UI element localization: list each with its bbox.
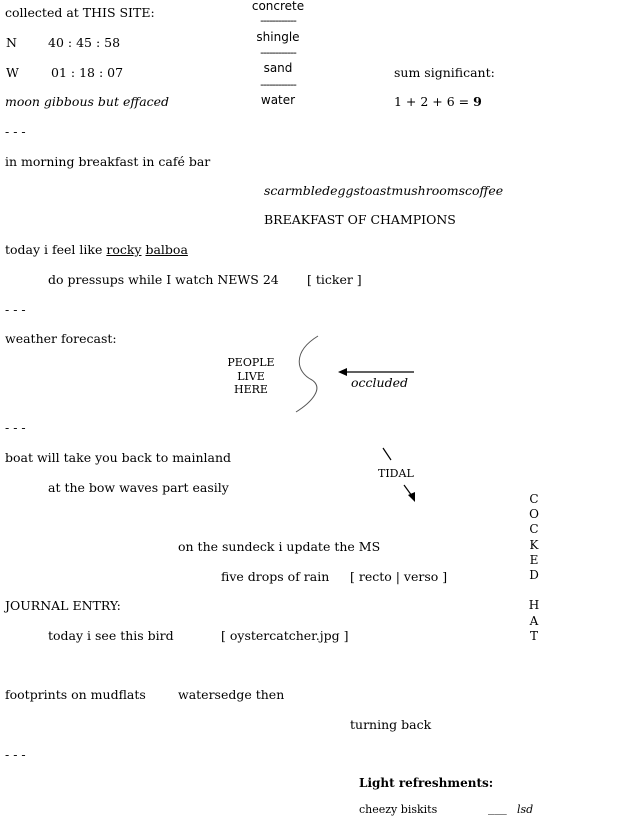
ticker-label: [ ticker ] (307, 272, 362, 287)
price-blank: ___ (488, 800, 507, 815)
surface-sand: sand (263, 61, 293, 75)
recto-verso: [ recto | verso ] (350, 569, 448, 584)
oystercatcher-file: [ oystercatcher.jpg ] (221, 628, 349, 643)
north-value: 40 : 45 : 58 (48, 35, 121, 50)
letter: K (529, 537, 539, 552)
sum-result: 9 (473, 94, 482, 109)
breakfast-menu: scarmbledeggstoastmushroomscoffee (264, 183, 504, 198)
rocky-prefix: today i feel like (5, 242, 107, 257)
pressups-line: do pressups while I watch NEWS 24 (48, 272, 279, 287)
letter: O (529, 507, 539, 522)
weather-front-curve (296, 336, 318, 412)
divider: - - - (5, 747, 26, 762)
people-live-here (224, 356, 278, 397)
bow-line: at the bow waves part easily (48, 480, 229, 495)
divider: - - - (5, 124, 26, 139)
divider: - - - (5, 420, 26, 435)
arrowhead-icon (408, 492, 415, 502)
letter: C (529, 522, 539, 537)
moon-note: moon gibbous but effaced (5, 94, 170, 109)
sum-terms: 1 + 2 + 6 = (394, 94, 474, 109)
tidal-label: TIDAL (378, 467, 414, 480)
arrowhead-icon (338, 368, 347, 376)
watersedge-line: watersedge then (178, 687, 285, 702)
occluded-label: occluded (351, 375, 408, 390)
west-label: W (6, 65, 19, 80)
sum-label: sum significant: (394, 65, 495, 80)
rocky-word: rocky (106, 242, 142, 257)
refreshments-heading: Light refreshments: (359, 776, 494, 790)
tidal-slash (383, 448, 391, 460)
refreshment-item: cheezy biskits (359, 803, 438, 816)
letter: D (529, 567, 539, 582)
cocked-hat-vertical (528, 492, 540, 644)
breakfast-line: in morning breakfast in café bar (5, 154, 211, 169)
rain-line: five drops of rain (221, 569, 330, 584)
bird-line: today i see this bird (48, 628, 174, 643)
surface-concrete: concrete (251, 0, 305, 13)
turning-back: turning back (350, 717, 432, 732)
surface-shingle: shingle (256, 30, 300, 44)
rocky-line (5, 244, 188, 257)
west-value: 01 : 18 : 07 (51, 65, 124, 80)
letter: H (528, 598, 540, 613)
surface-separator: ------------ (260, 46, 296, 59)
live-line: LIVE (237, 369, 265, 383)
north-label: N (6, 35, 17, 50)
footprints-line: footprints on mudflats (5, 687, 146, 702)
site-heading: collected at THIS SITE: (5, 5, 155, 20)
people-line: PEOPLE (227, 356, 275, 369)
letter: A (529, 613, 539, 628)
weather-heading: weather forecast: (5, 331, 117, 346)
tidal-arrow-icon (404, 485, 412, 496)
divider: - - - (5, 302, 26, 317)
sundeck-line: on the sundeck i update the MS (178, 539, 381, 554)
surface-water: water (260, 93, 296, 107)
surface-separator: ------------ (260, 78, 296, 91)
sum-equation (394, 96, 482, 109)
balboa-word: balboa (145, 242, 188, 257)
breakfast-caption: BREAKFAST OF CHAMPIONS (264, 212, 456, 227)
letter: E (529, 552, 539, 567)
surface-separator: ------------ (260, 14, 296, 27)
letter: C (529, 492, 539, 506)
price-lsd: lsd (517, 803, 534, 816)
boat-line: boat will take you back to mainland (5, 450, 232, 465)
journal-heading: JOURNAL ENTRY: (5, 598, 121, 613)
letter-gap (528, 583, 540, 598)
letter: T (529, 628, 538, 643)
here-line: HERE (234, 383, 268, 396)
